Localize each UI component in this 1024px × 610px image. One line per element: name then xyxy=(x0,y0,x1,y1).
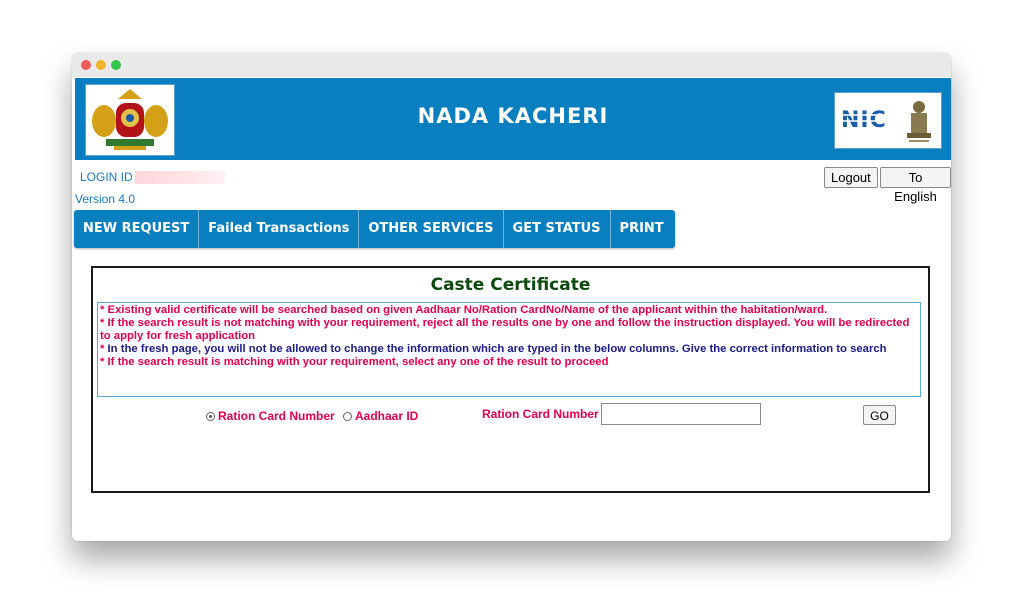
page-title: NADA KACHERI xyxy=(417,104,609,128)
browser-window xyxy=(72,53,951,541)
ration-card-radio-option[interactable] xyxy=(206,409,335,423)
instruction-note: * In the fresh page, you will not be allowed to change the information which are typed in the below columns. Give the correct information to search xyxy=(100,343,887,355)
svg-text:NIC: NIC xyxy=(841,108,887,133)
ration-card-field-label: Ration Card Number xyxy=(482,407,599,421)
nic-emblem-icon xyxy=(834,92,942,149)
to-english-button[interactable]: To English xyxy=(880,167,951,188)
menu-new-request[interactable]: NEW REQUEST xyxy=(74,210,199,248)
menu-other-services[interactable]: OTHER SERVICES xyxy=(359,210,503,248)
instructions-box xyxy=(97,302,921,397)
menu-failed-transactions[interactable]: Failed Transactions xyxy=(199,210,359,248)
menu-print[interactable]: PRINT xyxy=(619,221,664,236)
version-label: Version 4.0 xyxy=(75,192,136,206)
instruction-note: * If the search result is matching with your requirement, select any one of the result to proceed xyxy=(100,356,609,368)
aadhaar-radio-option[interactable] xyxy=(343,409,418,423)
window-titlebar xyxy=(72,53,951,77)
radio-checked-icon[interactable] xyxy=(206,412,215,421)
caste-certificate-panel xyxy=(91,266,930,493)
close-window-icon[interactable] xyxy=(81,60,91,70)
header-banner xyxy=(75,78,951,160)
go-button[interactable]: GO xyxy=(863,405,896,425)
maximize-window-icon[interactable] xyxy=(111,60,121,70)
login-label: LOGIN ID xyxy=(80,170,133,184)
login-id-masked xyxy=(135,171,225,184)
aadhaar-radio-label: Aadhaar ID xyxy=(355,409,419,423)
ration-card-radio-label: Ration Card Number xyxy=(218,409,335,423)
instruction-note: * If the search result is not matching with your requirement, reject all the results one by one and follow the instruction displayed. You will be redirected to apply for fresh application xyxy=(100,317,910,342)
logout-button[interactable]: Logout xyxy=(824,167,878,188)
instruction-note: * Existing valid certificate will be searched based on given Aadhaar No/Ration CardNo/Name of the applicant within the habitation/ward. xyxy=(100,304,828,316)
radio-unchecked-icon[interactable] xyxy=(343,412,352,421)
minimize-window-icon[interactable] xyxy=(96,60,106,70)
form-title: Caste Certificate xyxy=(430,275,591,295)
login-id xyxy=(80,170,225,184)
menu-get-status[interactable]: GET STATUS xyxy=(504,210,611,248)
ration-card-input[interactable] xyxy=(601,403,761,425)
main-menu xyxy=(74,210,675,248)
